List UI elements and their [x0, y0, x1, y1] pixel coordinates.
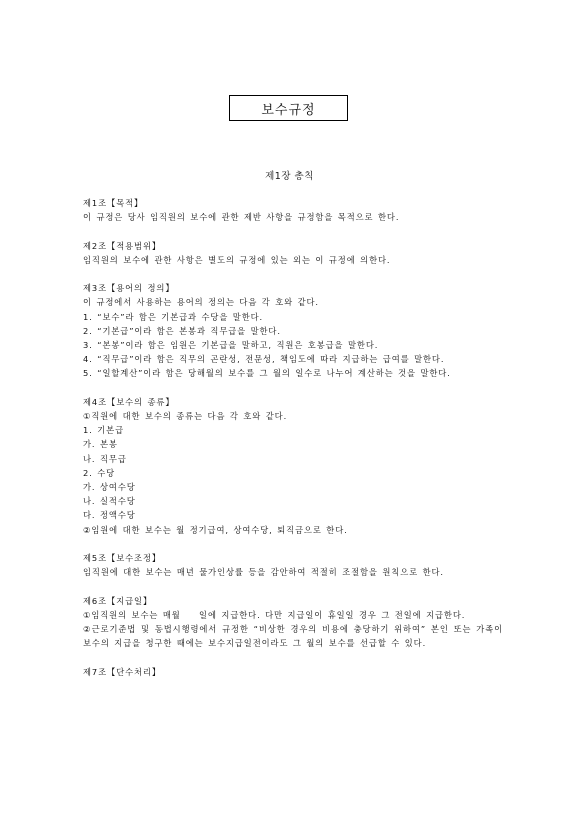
list-item: 가. 본봉 [83, 439, 118, 450]
article-heading: 제1조【목적】 [83, 198, 144, 208]
article-text: 임직원에 대한 보수는 매년 물가인상률 등을 감안하여 적절히 조절함을 원칙으로 한다. [83, 567, 444, 578]
list-item: 다. 정액수당 [83, 510, 136, 521]
article-text: 임직원의 보수에 관한 사항은 별도의 규정에 있는 외는 이 규정에 의한다. [83, 254, 391, 265]
article-text: ①직원에 대한 보수의 종류는 다음 각 호와 같다. [83, 411, 288, 421]
article-4 [83, 395, 503, 537]
article-2 [83, 239, 503, 267]
list-item: 1. 기본급 [83, 425, 124, 436]
article-5 [83, 551, 503, 579]
list-item: 가. 상여수당 [83, 482, 136, 493]
list-item: 나. 실적수당 [83, 496, 136, 507]
article-heading: 제2조【적용범위】 [83, 240, 162, 251]
article-paragraph: ①임직원의 보수는 매월 일에 지급한다. 다만 지급일이 휴일일 경우 그 전일에 지급한다. [83, 609, 466, 620]
article-text: ②임원에 대한 보수는 월 정기급여, 상여수당, 퇴직금으로 한다. [83, 524, 348, 535]
article-text: 이 규정은 당사 임직원의 보수에 관한 제반 사항을 규정함을 목적으로 한다. [83, 212, 400, 223]
article-6 [83, 594, 503, 651]
document-body [83, 196, 503, 693]
article-heading: 제7조【단수처리】 [83, 666, 162, 677]
article-heading: 제6조【지급일】 [83, 595, 153, 606]
article-heading: 제3조【용어의 정의】 [83, 283, 175, 294]
article-heading: 제4조【보수의 종류】 [83, 396, 175, 407]
list-item: 4. “직무급”이라 함은 직무의 곤란성, 전문성, 책임도에 따라 지급하는 급여를 말한다. [83, 354, 445, 365]
article-paragraph: ②근로기준법 및 동법시행령에서 규정한 “비상한 경우의 비용에 충당하기 위하여” 본인 또는 가족이 보수의 지급을 청구한 때에는 보수지급일전이라도 그 월의 보수를 선급할 수 있다. [83, 624, 503, 649]
list-item: 5. “일할계산”이라 함은 당해월의 보수를 그 월의 일수로 나누어 계산하는 것을 말한다. [83, 368, 451, 379]
list-item: 2. “기본급”이라 함은 본봉과 직무급을 말한다. [83, 325, 281, 336]
article-3 [83, 281, 503, 380]
list-item: 1. “보수”라 함은 기본급과 수당을 말한다. [83, 311, 264, 322]
article-1 [83, 196, 503, 224]
list-item: 3. “본봉”이라 함은 임원은 기본급을 말하고, 직원은 호봉급을 말한다. [83, 340, 379, 350]
list-item: 2. 수당 [83, 467, 116, 478]
article-7 [83, 665, 503, 679]
article-text: 이 규정에서 사용하는 용어의 정의는 다음 각 호와 같다. [83, 297, 319, 308]
article-heading: 제5조【보수조정】 [83, 553, 162, 564]
document-title: 보수규정 [229, 95, 348, 121]
list-item: 나. 직무급 [83, 453, 127, 464]
chapter-heading: 제1장 총칙 [265, 171, 314, 182]
